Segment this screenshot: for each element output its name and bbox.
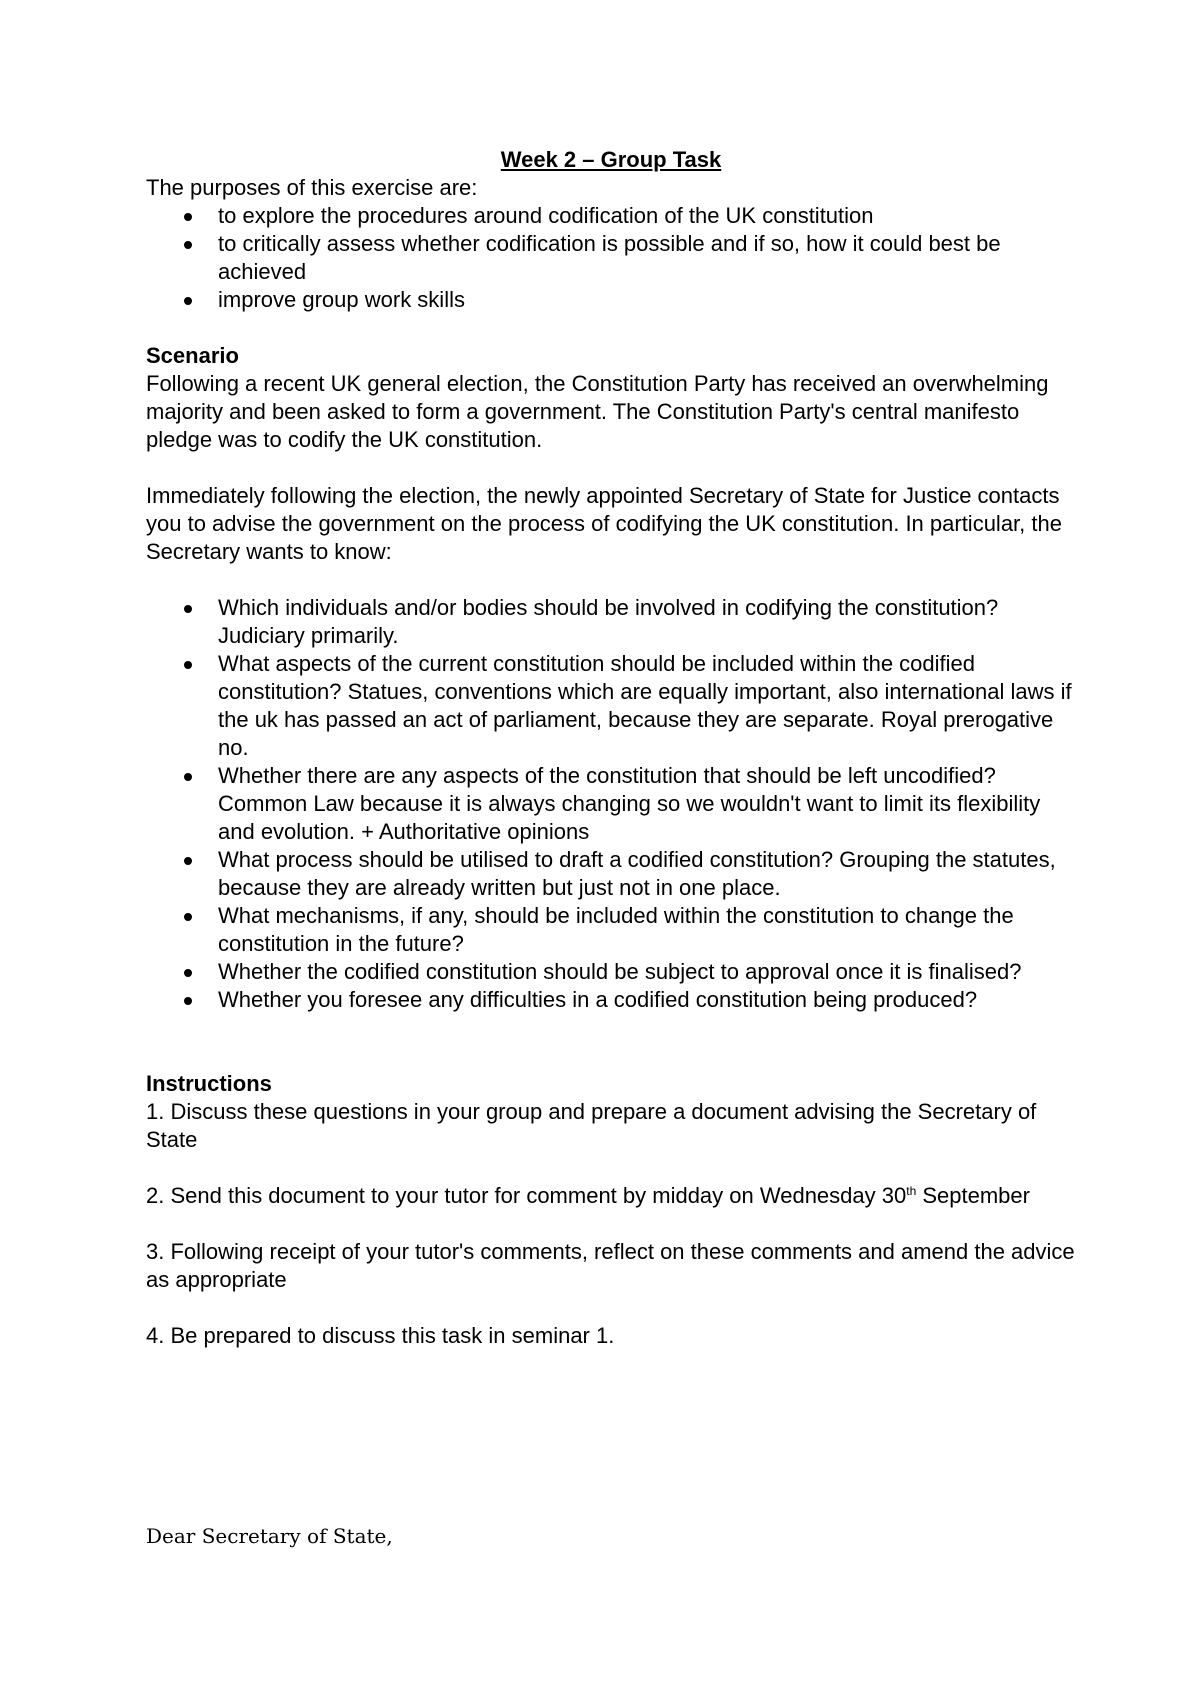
bullet-icon bbox=[184, 241, 192, 249]
list-item bbox=[146, 846, 1076, 902]
bullet-icon bbox=[184, 297, 192, 305]
bullet-icon bbox=[184, 661, 192, 669]
list-item bbox=[146, 762, 1076, 846]
bullet-icon bbox=[184, 605, 192, 613]
list-item-text: improve group work skills bbox=[218, 287, 465, 312]
list-item-text: Whether you foresee any difficulties in a codified constitution being produced? bbox=[218, 987, 978, 1012]
spacer bbox=[146, 1014, 1076, 1042]
list-item-text: Which individuals and/or bodies should be involved in codifying the constitution? Judiciary primarily. bbox=[218, 595, 999, 648]
list-item bbox=[146, 902, 1076, 958]
list-item bbox=[146, 958, 1076, 986]
list-item-text: What aspects of the current constitution should be included within the codified constitution? Statues, conventions which are equally important, also international laws if the uk has passed an act of parliament, because they are separate. Royal prerogative no. bbox=[218, 651, 1072, 760]
bullet-icon bbox=[184, 773, 192, 781]
scenario-paragraph: Following a recent UK general election, the Constitution Party has received an overwhelming majority and been asked to form a government. The Constitution Party's central manifesto pledge was to codify the UK constitution. bbox=[146, 371, 1049, 452]
list-item-text: to explore the procedures around codification of the UK constitution bbox=[218, 203, 874, 228]
instruction-step: 1. Discuss these questions in your group and prepare a document advising the Secretary of State bbox=[146, 1099, 1037, 1152]
list-item bbox=[146, 986, 1076, 1014]
spacer bbox=[146, 314, 1076, 342]
bullet-icon bbox=[184, 213, 192, 221]
spacer bbox=[146, 1210, 1076, 1238]
instruction-step bbox=[146, 1182, 1076, 1210]
document-body bbox=[146, 146, 1076, 1350]
list-item bbox=[146, 594, 1076, 650]
spacer bbox=[146, 566, 1076, 594]
bullet-icon bbox=[184, 969, 192, 977]
spacer bbox=[146, 1154, 1076, 1182]
list-item bbox=[146, 202, 1076, 230]
list-item-text: What process should be utilised to draft a codified constitution? Grouping the statutes, because they are already written but just not in one place. bbox=[218, 847, 1056, 900]
ordinal-suffix: th bbox=[906, 1184, 917, 1198]
list-item bbox=[146, 286, 1076, 314]
list-item bbox=[146, 650, 1076, 762]
intro-text: The purposes of this exercise are: bbox=[146, 175, 478, 200]
scenario-heading: Scenario bbox=[146, 343, 239, 368]
list-item bbox=[146, 230, 1076, 286]
bullet-icon bbox=[184, 857, 192, 865]
spacer bbox=[146, 1042, 1076, 1070]
instructions-heading: Instructions bbox=[146, 1071, 272, 1096]
instruction-step: 4. Be prepared to discuss this task in seminar 1. bbox=[146, 1323, 615, 1348]
bullet-icon bbox=[184, 913, 192, 921]
list-item-text: to critically assess whether codification is possible and if so, how it could best be achieved bbox=[218, 231, 1001, 284]
bullet-icon bbox=[184, 997, 192, 1005]
spacer bbox=[146, 1294, 1076, 1322]
purposes-list bbox=[146, 202, 1076, 314]
list-item-text: What mechanisms, if any, should be included within the constitution to change the constitution in the future? bbox=[218, 903, 1014, 956]
document-title: Week 2 – Group Task bbox=[500, 147, 722, 172]
instruction-step: 3. Following receipt of your tutor's comments, reflect on these comments and amend the advice as appropriate bbox=[146, 1239, 1075, 1292]
letter-salutation: Dear Secretary of State, bbox=[146, 1524, 393, 1548]
list-item-text: Whether the codified constitution should be subject to approval once it is finalised? bbox=[218, 959, 1022, 984]
instruction-step-text: 2. Send this document to your tutor for comment by midday on Wednesday 30 bbox=[146, 1183, 907, 1208]
questions-list bbox=[146, 594, 1076, 1014]
spacer bbox=[146, 454, 1076, 482]
scenario-paragraph: Immediately following the election, the newly appointed Secretary of State for Justice contacts you to advise the government on the process of codifying the UK constitution. In particular, the Secretary wants to know: bbox=[146, 483, 1062, 564]
list-item-text: Whether there are any aspects of the constitution that should be left uncodified? Common Law because it is always changing so we wouldn't want to limit its flexibility and evolution. + Authoritative opinions bbox=[218, 763, 1041, 844]
instruction-step-text: September bbox=[916, 1183, 1030, 1208]
